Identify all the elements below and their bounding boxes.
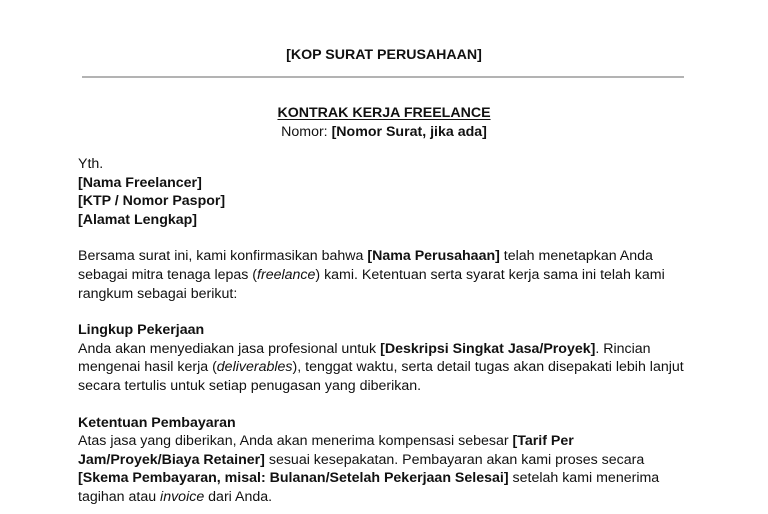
section-text: Anda akan menyediakan jasa profesional untuk [78,340,381,357]
document-number-label: Nomor: [281,123,332,140]
section-title: Ketentuan Pembayaran [78,414,236,431]
section-body [78,432,698,506]
recipient-address: [Alamat Lengkap] [78,211,198,228]
letterhead-placeholder: [KOP SURAT PERUSAHAAN] [286,47,482,63]
section-text: dari Anda. [204,488,273,505]
recipient-block [78,155,698,229]
document-number-value: [Nomor Surat, jika ada] [331,123,487,140]
section-payment-terms [78,414,698,507]
section-body [78,340,698,396]
section-title: Lingkup Pekerjaan [78,322,205,339]
company-name-placeholder: [Nama Perusahaan] [367,248,500,265]
section-text: Atas jasa yang diberikan, Anda akan menerima kompensasi sebesar [78,433,513,450]
intro-text-3: ) kami. Ketentuan serta syarat kerja sama ini telah kami rangkum sebagai berikut: [78,266,665,302]
section-text: ), tenggat waktu, serta detail tugas akan disepakati lebih lanjut secara tertulis untuk setiap penugasan yang diberikan. [78,359,684,394]
intro-text-1: Bersama surat ini, kami konfirmasikan bahwa [78,248,368,265]
section-text: sesuai kesepakatan. Pembayaran akan kami proses secara [264,451,645,468]
section-scope-of-work [78,321,698,395]
intro-paragraph [78,247,698,303]
rate-placeholder: [Tarif Per Jam/Proyek/Biaya Retainer] [78,433,574,468]
document-number [0,123,768,142]
freelance-term: freelance [257,266,316,283]
letter-body [78,155,698,507]
recipient-id: [KTP / Nomor Paspor] [78,193,226,210]
deliverables-term: deliverables [216,359,293,376]
payment-scheme-placeholder: [Skema Pembayaran, misal: Bulanan/Setelah Pekerjaan Selesai] [78,470,509,487]
salutation: Yth. [78,156,104,172]
invoice-term: invoice [160,488,205,505]
intro-text-2: telah menetapkan Anda sebagai mitra tenaga lepas ( [78,248,653,283]
header-divider [82,76,684,78]
recipient-name: [Nama Freelancer] [78,174,202,191]
title-block [0,104,768,141]
section-text: setelah kami menerima tagihan atau [78,470,660,505]
section-text: . Rincian mengenai hasil kerja ( [78,340,651,376]
service-description-placeholder: [Deskripsi Singkat Jasa/Proyek] [380,340,596,357]
document-title: KONTRAK KERJA FREELANCE [277,105,491,121]
